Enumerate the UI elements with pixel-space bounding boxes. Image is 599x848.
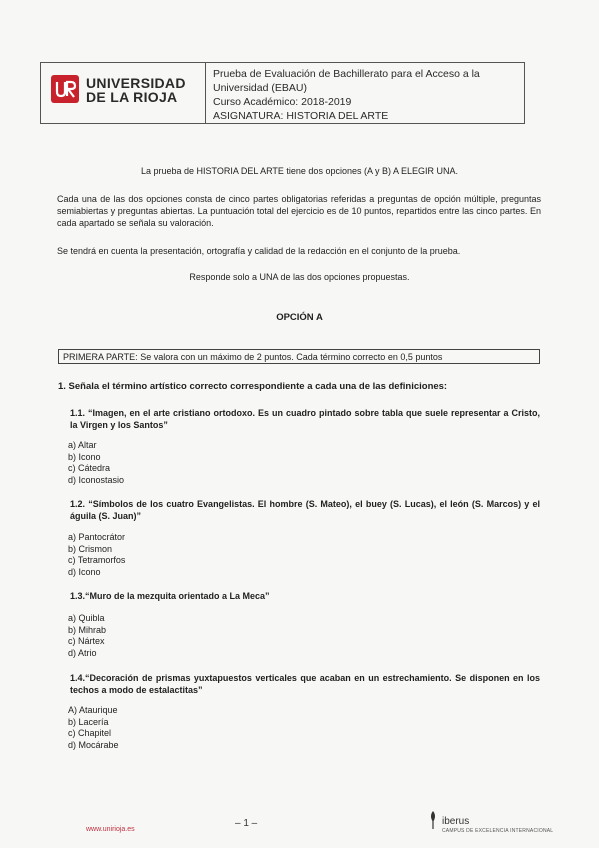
- iberus-leaf-icon: [428, 810, 438, 830]
- option-item: c) Tetramorfos: [68, 555, 126, 565]
- page-number: – 1 –: [235, 818, 258, 829]
- question-1-2: 1.2. “Símbolos de los cuatro Evangelistas. El hombre (S. Mateo), el buey (S. Lucas), el león (S. Marcos) y el águila (S. Juan)”: [70, 499, 540, 521]
- options-1-1: [68, 440, 124, 486]
- question-1-4: 1.4.“Decoración de prismas yuxtapuestos verticales que acaban en un estrechamiento. Se disponen en los techos a modo de estalactitas”: [70, 673, 540, 695]
- exam-title-line1: Prueba de Evaluación de Bachillerato para el Acceso a la: [213, 68, 480, 80]
- option-item: d) Mocárabe: [68, 739, 119, 750]
- university-name-line2: DE LA RIOJA: [86, 89, 178, 105]
- option-item: A) Ataurique: [68, 705, 118, 715]
- option-item: d) Icono: [68, 566, 101, 577]
- intro-line: La prueba de HISTORIA DEL ARTE tiene dos opciones (A y B) A ELEGIR UNA.: [141, 166, 458, 176]
- intro-paragraph: Cada una de las dos opciones consta de cinco partes obligatorias referidas a preguntas de opción múltiple, preguntas semiabiertas y preguntas abiertas. La puntuación total del ejercicio es de 10 puntos, repartidos entre las cinco partes. En cada apartado se señala su valoración.: [57, 194, 541, 228]
- exam-title-line2: Universidad (EBAU): [213, 82, 307, 94]
- footer-brand: iberus: [442, 816, 470, 827]
- section-label: PRIMERA PARTE:: [63, 352, 138, 362]
- option-item: a) Altar: [68, 440, 97, 450]
- option-item: a) Quibla: [68, 613, 105, 623]
- subject: ASIGNATURA: HISTORIA DEL ARTE: [213, 110, 389, 122]
- exam-info: [213, 67, 480, 123]
- option-item: c) Nártex: [68, 636, 105, 646]
- footer-tagline: CAMPUS DE EXCELENCIA INTERNACIONAL: [442, 828, 554, 834]
- option-item: d) Iconostasio: [68, 474, 125, 485]
- option-item: a) Pantocrátor: [68, 532, 126, 542]
- academic-year: Curso Académico: 2018-2019: [213, 96, 352, 108]
- option-item: c) Cátedra: [68, 463, 111, 473]
- options-1-3: [68, 613, 106, 659]
- options-1-2: [68, 532, 125, 578]
- options-1-4: [68, 705, 119, 751]
- option-item: b) Crismon: [68, 543, 113, 554]
- option-item: b) Lacería: [68, 716, 109, 727]
- question-1-1: 1.1. “Imagen, en el arte cristiano ortodoxo. Es un cuadro pintado sobre tabla que suele representar a Cristo, la Virgen y los Santos”: [70, 408, 540, 430]
- question-heading: 1. Señala el término artístico correcto correspondiente a cada una de las definiciones:: [58, 381, 448, 392]
- exam-header: [40, 62, 525, 124]
- footer-url: www.unirioja.es: [86, 826, 135, 833]
- option-item: d) Atrio: [68, 647, 97, 658]
- option-item: b) Mihrab: [68, 624, 107, 635]
- section-header: [58, 349, 540, 364]
- respond-instruction: Responde solo a UNA de las dos opciones propuestas.: [189, 272, 410, 282]
- option-item: b) Icono: [68, 451, 101, 462]
- question-1-3: 1.3.“Muro de la mezquita orientado a La Meca”: [70, 591, 270, 601]
- option-title: OPCIÓN A: [276, 312, 323, 323]
- university-logo-icon: [51, 75, 79, 103]
- section-text: Se valora con un máximo de 2 puntos. Cada término correcto en 0,5 puntos: [137, 352, 443, 362]
- university-name: [86, 76, 186, 104]
- university-name-line1: UNIVERSIDAD: [86, 75, 186, 91]
- presentation-note: Se tendrá en cuenta la presentación, ortografía y calidad de la redacción en el conjunto de la prueba.: [57, 246, 461, 256]
- option-item: c) Chapitel: [68, 728, 112, 738]
- header-divider: [205, 63, 206, 123]
